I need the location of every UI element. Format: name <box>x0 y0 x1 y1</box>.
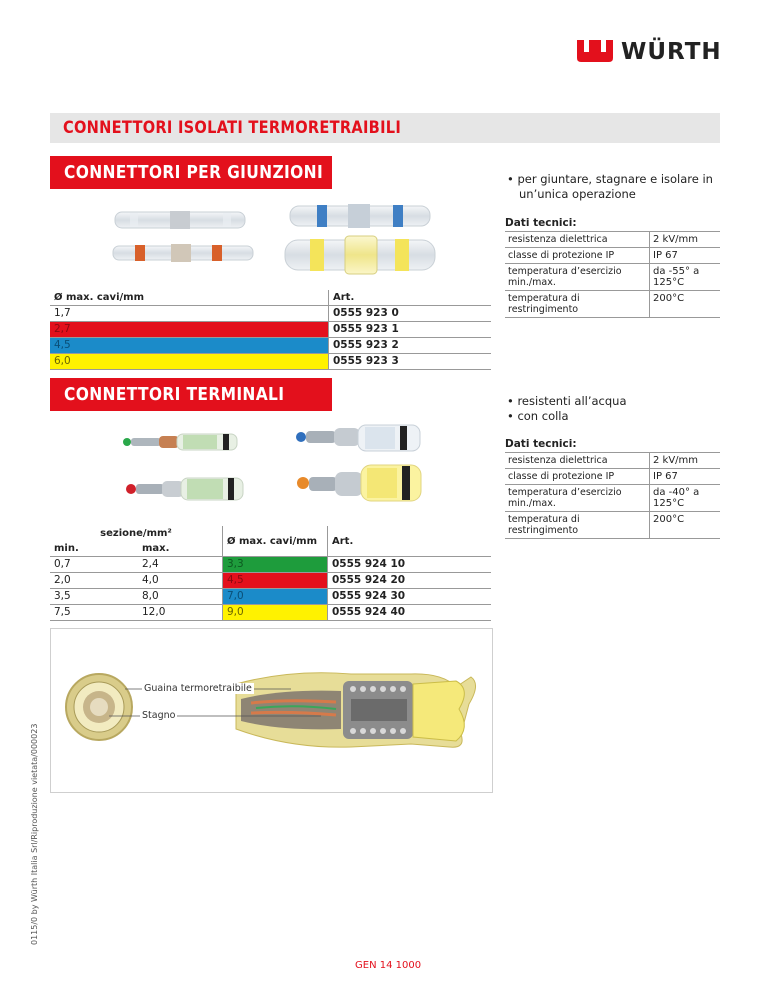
section-title: CONNETTORI TERMINALI <box>64 384 285 405</box>
brand-logo <box>577 38 725 68</box>
column-header: min. <box>50 541 138 557</box>
callout-label: Stagno <box>142 710 176 721</box>
tech-data-title: Dati tecnici: <box>505 217 720 232</box>
tech-data-table <box>505 438 720 539</box>
brand-name: WÜRTH <box>621 39 722 65</box>
page-title-bar <box>50 113 720 143</box>
feature-list <box>505 394 720 424</box>
table-row: 2,7 0555 923 1 <box>50 322 491 338</box>
wurth-logo-mark-icon <box>577 38 613 64</box>
feature-item: • resistenti all’acqua <box>507 394 627 408</box>
callout-label: Guaina termoretraibile <box>144 683 252 694</box>
copyright-note: 0115/0 by Würth Italia Srl/Riproduzione vietata/000023 <box>30 723 39 945</box>
table-header-row <box>50 526 491 541</box>
section-title-bar <box>50 156 332 189</box>
column-header: Ø max. cavi/mm <box>50 290 329 306</box>
tech-row: temperatura d’esercizio min./max. da -40° a 125°C <box>505 485 720 512</box>
terminal-connectors-photo <box>115 425 425 505</box>
column-header: Ø max. cavi/mm <box>223 526 328 557</box>
table-row: 4,5 0555 923 2 <box>50 338 491 354</box>
butt-connectors-photo <box>105 198 445 278</box>
tech-row: temperatura d’esercizio min./max. da -55° a 125°C <box>505 264 720 291</box>
feature-list <box>505 172 720 202</box>
table-row: 6,0 0555 923 3 <box>50 354 491 370</box>
column-header: max. <box>138 541 223 557</box>
tech-data-title: Dati tecnici: <box>505 438 720 453</box>
table-row: 7,5 12,0 9,0 0555 924 40 <box>50 605 491 621</box>
page-title: CONNETTORI ISOLATI TERMORETRAIBILI <box>63 118 402 138</box>
tech-row: temperatura di restringimento 200°C <box>505 291 720 318</box>
feature-item: • per giuntare, stagnare e isolare in un’unica operazione <box>507 172 713 201</box>
page-code: GEN 14 1000 <box>355 960 422 971</box>
section-title: CONNETTORI PER GIUNZIONI <box>64 162 324 183</box>
cross-section-illustration <box>51 629 492 792</box>
product-table <box>50 290 491 370</box>
table-row: 2,0 4,0 4,5 0555 924 20 <box>50 573 491 589</box>
tech-row: temperatura di restringimento 200°C <box>505 512 720 539</box>
column-header: Art. <box>328 526 492 557</box>
table-row: 3,5 8,0 7,0 0555 924 30 <box>50 589 491 605</box>
tech-row: resistenza dielettrica 2 kV/mm <box>505 453 720 469</box>
table-row: 0,7 2,4 3,3 0555 924 10 <box>50 557 491 573</box>
feature-item: • con colla <box>507 409 569 423</box>
product-table <box>50 526 491 621</box>
tech-data-table <box>505 217 720 318</box>
section-title-bar <box>50 378 332 411</box>
tech-row: classe di protezione IP IP 67 <box>505 469 720 485</box>
table-row: 1,7 0555 923 0 <box>50 306 491 322</box>
table-header-row <box>50 290 491 306</box>
tech-row: resistenza dielettrica 2 kV/mm <box>505 232 720 248</box>
column-group-header: sezione/mm² <box>100 528 172 539</box>
cross-section-image <box>50 628 493 793</box>
column-header: Art. <box>329 290 492 306</box>
tech-row: classe di protezione IP IP 67 <box>505 248 720 264</box>
